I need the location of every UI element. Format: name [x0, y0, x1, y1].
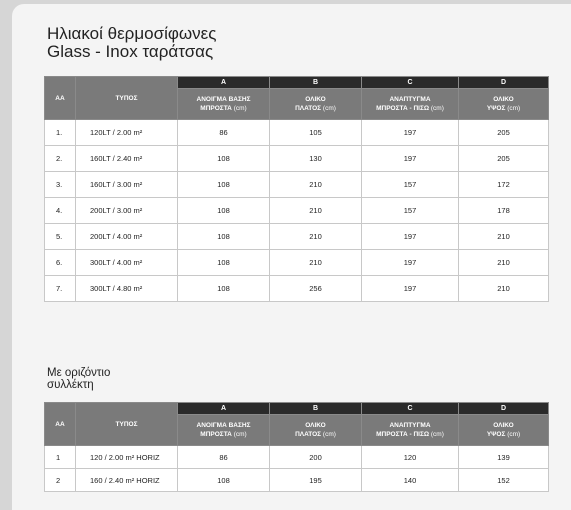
title2-line-2: συλλέκτη — [47, 379, 94, 391]
cell-d: 205 — [459, 146, 549, 172]
cell-b: 210 — [270, 224, 362, 250]
table-row — [45, 250, 549, 276]
header-letter-c: C — [362, 403, 459, 415]
cell-d: 152 — [459, 469, 549, 492]
cell-b: 195 — [270, 469, 362, 492]
cell-d: 205 — [459, 120, 549, 146]
cell-b: 210 — [270, 198, 362, 224]
cell-d: 172 — [459, 172, 549, 198]
cell-b: 256 — [270, 276, 362, 302]
header-base-opening — [178, 89, 270, 120]
cell-a: 108 — [178, 224, 270, 250]
cell-c: 157 — [362, 198, 459, 224]
row-number: 6. — [45, 250, 76, 276]
cell-c: 197 — [362, 276, 459, 302]
table-row — [45, 224, 549, 250]
section-title-horizontal-collector — [47, 367, 110, 391]
header-depth — [362, 415, 459, 446]
cell-a: 108 — [178, 198, 270, 224]
header-a-line2: ΜΠΡΟΣΤΑ — [200, 431, 232, 438]
row-type: 200LT / 4.00 m² — [76, 224, 178, 250]
row-number: 7. — [45, 276, 76, 302]
table-row — [45, 172, 549, 198]
row-type: 300LT / 4.00 m² — [76, 250, 178, 276]
title2-line-1: Με οριζόντιο — [47, 367, 111, 379]
header-d-unit: (cm) — [507, 431, 521, 438]
header-depth — [362, 89, 459, 120]
row-type: 160LT / 3.00 m² — [76, 172, 178, 198]
header-b-line2: ΠΛΑΤΟΣ — [295, 105, 322, 112]
cell-d: 210 — [459, 224, 549, 250]
cell-a: 108 — [178, 172, 270, 198]
cell-c: 157 — [362, 172, 459, 198]
cell-c: 197 — [362, 120, 459, 146]
row-number: 1 — [45, 446, 76, 469]
header-c-line1: ΑΝΑΠΤΥΓΜΑ — [389, 96, 431, 103]
header-b-line1: ΟΛΙΚΟ — [305, 422, 326, 429]
cell-d: 139 — [459, 446, 549, 469]
table-row — [45, 120, 549, 146]
header-b-line1: ΟΛΙΚΟ — [305, 96, 326, 103]
header-d-line1: ΟΛΙΚΟ — [493, 422, 514, 429]
table-row — [45, 146, 549, 172]
header-total-width — [270, 415, 362, 446]
row-number: 3. — [45, 172, 76, 198]
header-total-height — [459, 89, 549, 120]
cell-a: 86 — [178, 446, 270, 469]
row-number: 5. — [45, 224, 76, 250]
header-c-unit: (cm) — [430, 431, 444, 438]
cell-c: 197 — [362, 146, 459, 172]
section-title-glass-inox — [47, 25, 216, 61]
table-row — [45, 469, 549, 492]
row-type: 160 / 2.40 m² HORIZ — [76, 469, 178, 492]
cell-c: 197 — [362, 224, 459, 250]
header-letter-b: B — [270, 403, 362, 415]
row-type: 120 / 2.00 m² HORIZ — [76, 446, 178, 469]
cell-a: 108 — [178, 469, 270, 492]
header-letter-d: D — [459, 77, 549, 89]
cell-a: 108 — [178, 276, 270, 302]
header-a-unit: (cm) — [233, 431, 247, 438]
cell-d: 210 — [459, 276, 549, 302]
cell-a: 108 — [178, 146, 270, 172]
title-line-2: Glass - Inox ταράτσας — [47, 42, 214, 61]
row-type: 120LT / 2.00 m² — [76, 120, 178, 146]
header-letter-a: A — [178, 403, 270, 415]
header-base-opening — [178, 415, 270, 446]
table-row — [45, 198, 549, 224]
row-number: 2 — [45, 469, 76, 492]
header-total-height — [459, 415, 549, 446]
cell-b: 105 — [270, 120, 362, 146]
row-number: 1. — [45, 120, 76, 146]
table-row — [45, 446, 549, 469]
header-letter-d: D — [459, 403, 549, 415]
row-number: 2. — [45, 146, 76, 172]
header-letter-a: A — [178, 77, 270, 89]
cell-c: 120 — [362, 446, 459, 469]
header-total-width — [270, 89, 362, 120]
cell-c: 140 — [362, 469, 459, 492]
row-type: 200LT / 3.00 m² — [76, 198, 178, 224]
header-type: ΤΥΠΟΣ — [76, 77, 178, 120]
header-a-line2: ΜΠΡΟΣΤΑ — [200, 105, 232, 112]
header-a-line1: ΑΝΟΙΓΜΑ ΒΑΣΗΣ — [196, 422, 251, 429]
header-d-line2: ΥΨΟΣ — [486, 105, 506, 112]
header-c-line1: ΑΝΑΠΤΥΓΜΑ — [389, 422, 431, 429]
header-a-line1: ΑΝΟΙΓΜΑ ΒΑΣΗΣ — [196, 96, 251, 103]
cell-b: 210 — [270, 250, 362, 276]
header-c-line2: ΜΠΡΟΣΤΑ - ΠΙΣΩ — [376, 431, 430, 438]
header-d-line2: ΥΨΟΣ — [486, 431, 506, 438]
table-row — [45, 276, 549, 302]
header-aa: ΑΑ — [45, 77, 76, 120]
row-number: 4. — [45, 198, 76, 224]
header-c-line2: ΜΠΡΟΣΤΑ - ΠΙΣΩ — [376, 105, 430, 112]
row-type: 160LT / 2.40 m² — [76, 146, 178, 172]
dimensions-table-horizontal — [44, 402, 549, 492]
cell-c: 197 — [362, 250, 459, 276]
header-d-unit: (cm) — [507, 105, 521, 112]
title-line-1: Ηλιακοί θερμοσίφωνες — [47, 24, 217, 43]
cell-b: 130 — [270, 146, 362, 172]
row-type: 300LT / 4.80 m² — [76, 276, 178, 302]
cell-b: 200 — [270, 446, 362, 469]
cell-d: 210 — [459, 250, 549, 276]
cell-a: 108 — [178, 250, 270, 276]
header-type: ΤΥΠΟΣ — [76, 403, 178, 446]
header-b-unit: (cm) — [322, 431, 336, 438]
cell-a: 86 — [178, 120, 270, 146]
header-letter-c: C — [362, 77, 459, 89]
header-b-line2: ΠΛΑΤΟΣ — [295, 431, 322, 438]
cell-b: 210 — [270, 172, 362, 198]
header-aa: ΑΑ — [45, 403, 76, 446]
header-a-unit: (cm) — [233, 105, 247, 112]
header-d-line1: ΟΛΙΚΟ — [493, 96, 514, 103]
header-b-unit: (cm) — [322, 105, 336, 112]
header-c-unit: (cm) — [430, 105, 444, 112]
header-letter-b: B — [270, 77, 362, 89]
dimensions-table-glass-inox — [44, 76, 549, 302]
cell-d: 178 — [459, 198, 549, 224]
